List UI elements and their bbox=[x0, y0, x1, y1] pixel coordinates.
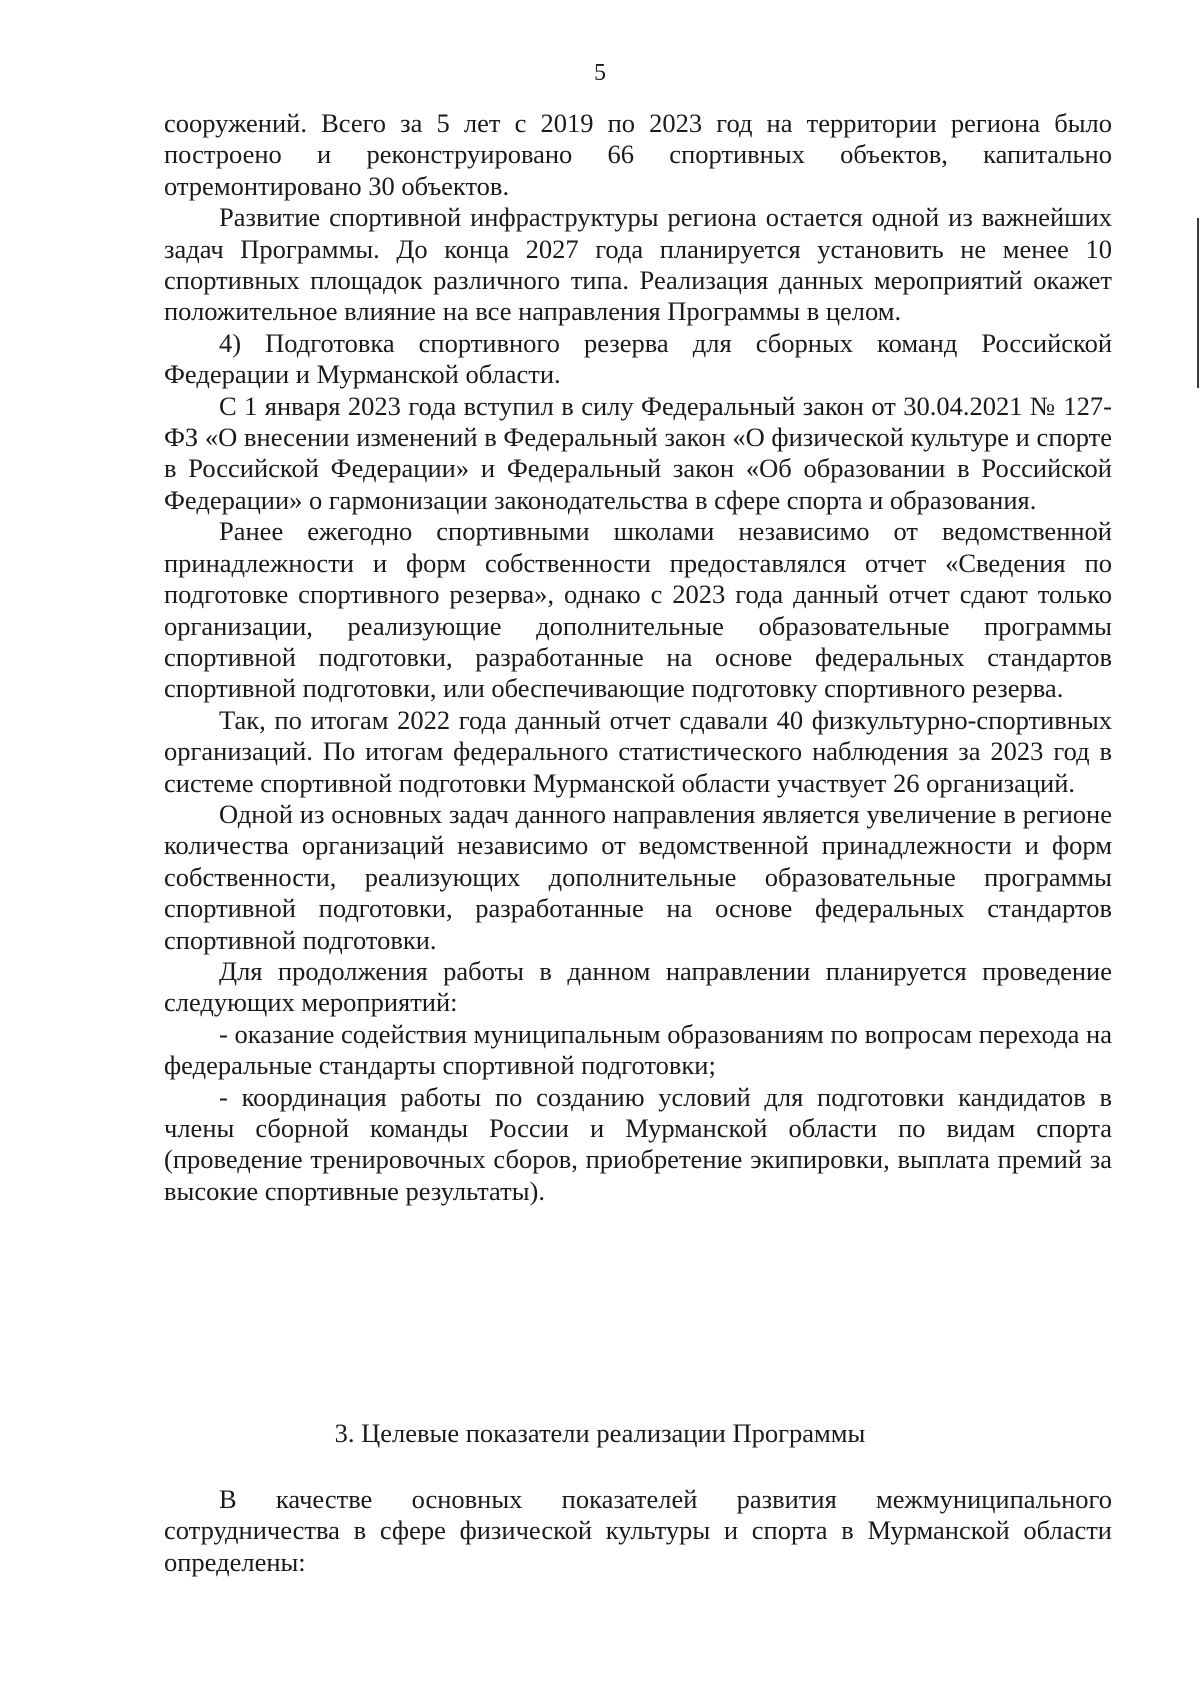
final-text bbox=[164, 1484, 1112, 1578]
paragraph-2: Развитие спортивной инфраструктуры региона остается одной из важнейших задач Программы. До конца 2027 года планируется установить не менее 10 спортивных площадок различного типа. Реализация данных мероприятий окажет положительное влияние на все направления Программы в целом. bbox=[164, 202, 1112, 327]
page-number: 5 bbox=[594, 60, 606, 86]
section-heading: 3. Целевые показатели реализации Программы bbox=[334, 1418, 866, 1448]
paragraph-6: Так, по итогам 2022 года данный отчет сдавали 40 физкультурно-спортивных организаций. По итогам федерального статистического наблюдения за 2023 год в системе спортивной подготовки Мурманской области участвует 26 организаций. bbox=[164, 704, 1112, 798]
paragraph-4: С 1 января 2023 года вступил в силу Федеральный закон от 30.04.2021 № 127-ФЗ «О внесении изменений в Федеральный закон «О физической культуре и спорте в Российской Федерации» и Федеральный закон «Об образовании в Российской Федерации» о гармонизации законодательства в сфере спорта и образования. bbox=[164, 390, 1112, 515]
paragraph-7: Одной из основных задач данного направления является увеличение в регионе количества организаций независимо от ведомственной принадлежности и форм собственности, реализующих дополнительные образовательные программы спортивной подготовки, разработанные на основе федеральных стандартов спортивной подготовки. bbox=[164, 798, 1112, 955]
list-item-2: - координация работы по созданию условий для подготовки кандидатов в члены сборной команды России и Мурманской области по видам спорта (проведение тренировочных сборов, приобретение экипировки, выплата премий за высокие спортивные результаты). bbox=[164, 1081, 1112, 1206]
final-paragraph: В качестве основных показателей развития межмуниципального сотрудничества в сфере физической культуры и спорта в Мурманской области определены: bbox=[164, 1484, 1112, 1577]
paragraph-8: Для продолжения работы в данном направлении планируется проведение следующих мероприятий: bbox=[164, 955, 1112, 1018]
paragraph-5: Ранее ежегодно спортивными школами независимо от ведомственной принадлежности и форм собственности предоставлялся отчет «Сведения по подготовке спортивного резерва», однако с 2023 года данный отчет сдают только организации, реализующие дополнительные образовательные программы спортивной подготовки, разработанные на основе федеральных стандартов спортивной подготовки, или обеспечивающие подготовку спортивного резерва. bbox=[164, 516, 1112, 704]
body-text bbox=[164, 108, 1112, 1207]
paragraph-1: сооружений. Всего за 5 лет с 2019 по 2023 год на территории региона было построено и реконструировано 66 спортивных объектов, капитально отремонтировано 30 объектов. bbox=[164, 108, 1112, 201]
scan-edge-mark bbox=[1197, 218, 1199, 388]
paragraph-3: 4) Подготовка спортивного резерва для сборных команд Российской Федерации и Мурманской области. bbox=[164, 327, 1112, 390]
list-item-1: - оказание содействия муниципальным образованиям по вопросам перехода на федеральные стандарты спортивной подготовки; bbox=[164, 1018, 1112, 1081]
